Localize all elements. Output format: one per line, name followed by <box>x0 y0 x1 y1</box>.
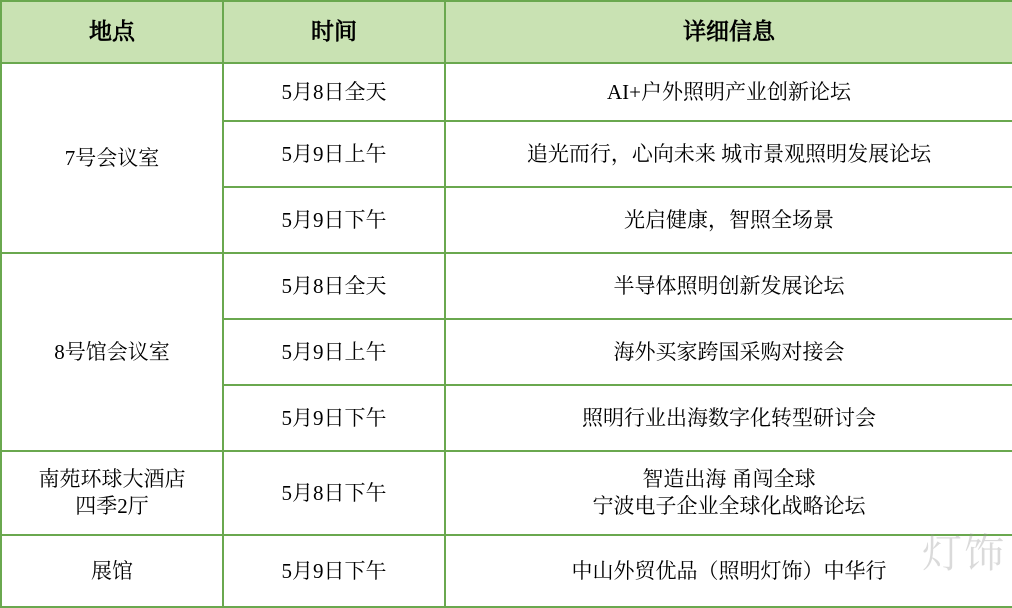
cell-info: 海外买家跨国采购对接会 <box>445 319 1012 385</box>
cell-info: 追光而行，心向未来 城市景观照明发展论坛 <box>445 121 1012 187</box>
cell-place: 展馆 <box>1 535 223 607</box>
cell-info: 中山外贸优品（照明灯饰）中华行 <box>445 535 1012 607</box>
table-row <box>1 63 1012 121</box>
cell-info <box>445 451 1012 535</box>
cell-info: 半导体照明创新发展论坛 <box>445 253 1012 319</box>
cell-info-line: 宁波电子企业全球化战略论坛 <box>592 494 866 518</box>
cell-info: 光启健康，智照全场景 <box>445 187 1012 253</box>
cell-time: 5月9日上午 <box>223 121 445 187</box>
table-row <box>1 451 1012 535</box>
column-header-place: 地点 <box>1 1 223 63</box>
cell-place-line: 南苑环球大酒店 <box>38 467 186 492</box>
watermark-text: 灯饰 <box>922 532 1006 576</box>
table-row <box>1 535 1012 607</box>
cell-time: 5月8日全天 <box>223 253 445 319</box>
column-header-time: 时间 <box>223 1 445 63</box>
table-header-row <box>1 1 1012 63</box>
column-header-info: 详细信息 <box>445 1 1012 63</box>
cell-place: 7号会议室 <box>1 63 223 253</box>
cell-place <box>1 451 223 535</box>
cell-info: 照明行业出海数字化转型研讨会 <box>445 385 1012 451</box>
table-row <box>1 253 1012 319</box>
table-body <box>1 63 1012 607</box>
cell-time: 5月9日下午 <box>223 187 445 253</box>
cell-time: 5月8日全天 <box>223 63 445 121</box>
cell-info: AI+户外照明产业创新论坛 <box>445 63 1012 121</box>
cell-place-line: 四季2厅 <box>75 494 149 518</box>
cell-time: 5月9日下午 <box>223 385 445 451</box>
cell-info-line: 智造出海 甬闯全球 <box>642 467 816 492</box>
cell-time: 5月8日下午 <box>223 451 445 535</box>
cell-time: 5月9日下午 <box>223 535 445 607</box>
cell-time: 5月9日上午 <box>223 319 445 385</box>
cell-place: 8号馆会议室 <box>1 253 223 451</box>
